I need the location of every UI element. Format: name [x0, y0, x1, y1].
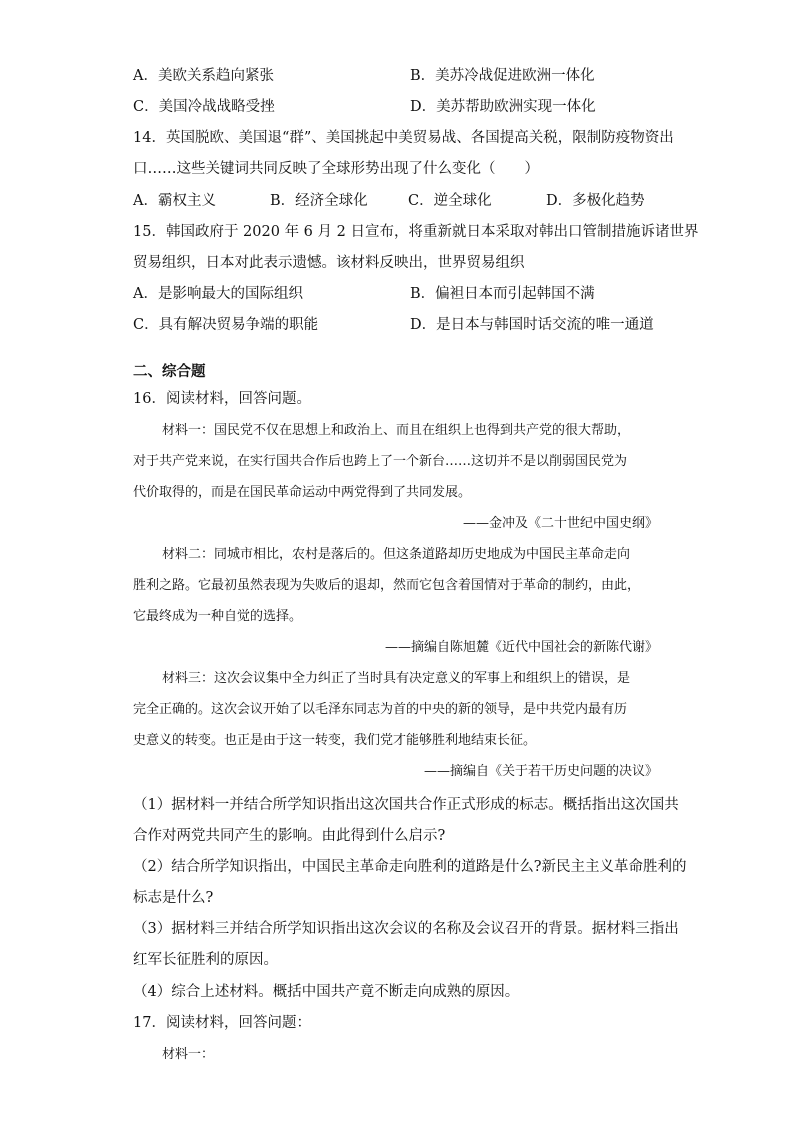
q13-option-c: C．美国冷战战略受挫 [133, 99, 275, 115]
q17-material1-label: 材料一： [162, 1047, 215, 1062]
q14-option-d: D．多极化趋势 [546, 193, 645, 209]
q16-material3-source: ——摘编自《关于若干历史问题的决议》 [423, 764, 658, 779]
q16-sub3-line1: （3）据材料三并结合所学知识指出这次会议的名称及会议召开的背景。据材料三指出 [133, 921, 679, 937]
q16-material2-source: ——摘编自陈旭麓《近代中国社会的新陈代谢》 [384, 640, 658, 655]
q15-option-b: B．偏袒日本而引起韩国不满 [410, 286, 595, 302]
q16-sub2-line1: （2）结合所学知识指出，中国民主革命走向胜利的道路是什么?新民主主义革命胜利的 [133, 859, 687, 875]
q13-option-b: B．美苏冷战促进欧洲一体化 [410, 68, 595, 84]
q16-material3-line1: 材料三：这次会议集中全力纠正了当时具有决定意义的军事上和组织上的错误，是 [162, 671, 631, 686]
q16-material2-line2: 胜利之路。它最初虽然表现为失败后的退却，然而它包含着国情对于革命的制约，由此， [133, 578, 641, 593]
q14-option-c: C．逆全球化 [408, 193, 492, 209]
q16-material3-line2: 完全正确的。这次会议开始了以毛泽东同志为首的中央的新的领导，是中共党内最有历 [133, 702, 628, 717]
q14-option-b: B．经济全球化 [270, 193, 368, 209]
q14-option-a: A．霸权主义 [133, 193, 216, 209]
q16-stem: 16．阅读材料，回答问题。 [133, 391, 311, 407]
q13-option-a: A．美欧关系趋向紧张 [133, 68, 274, 84]
q14-stem-line2: 口……这些关键词共同反映了全球形势出现了什么变化（ ） [133, 161, 539, 177]
q16-material1-line2: 对于共产党来说，在实行国共合作后也跨上了一个新台……这切并不是以削弱国民党为 [133, 454, 628, 469]
q16-material2-line1: 材料二：同城市相比，农村是落后的。但这条道路却历史地成为中国民主革命走向 [162, 547, 631, 562]
q16-material1-line1: 材料一：国民党不仅在思想上和政治上、而且在组织上也得到共产党的很大帮助， [162, 423, 631, 438]
q16-sub2-line2: 标志是什么? [133, 890, 214, 906]
q16-material3-line3: 史意义的转变。也正是由于这一转变，我们党才能够胜利地结束长征。 [133, 733, 537, 748]
q16-sub1-line1: （1）据材料一并结合所学知识指出这次国共合作正式形成的标志。概括指出这次国共 [133, 797, 679, 813]
q13-option-d: D．美苏帮助欧洲实现一体化 [410, 99, 596, 115]
q16-sub1-line2: 合作对两党共同产生的影响。由此得到什么启示? [133, 828, 446, 844]
q16-material1-line3: 代价取得的，而是在国民革命运动中两党得到了共同发展。 [133, 485, 472, 500]
q15-stem-line1: 15．韩国政府于 2020 年 6 月 2 日宣布，将重新就日本采取对韩出口管制措施诉诸世界 [133, 224, 699, 240]
q15-option-c: C．具有解决贸易争端的职能 [133, 317, 319, 333]
q16-sub4: （4）综合上述材料。概括中国共产竟不断走向成熟的原因。 [133, 984, 520, 1000]
q14-stem-line1: 14．英国脱欧、美国退“群”、美国挑起中美贸易战、各国提高关税，限制防疫物资出 [133, 130, 674, 146]
q16-sub3-line2: 红军长征胜利的原因。 [133, 952, 278, 968]
section-title: 二、综合题 [133, 364, 206, 380]
q17-stem: 17．阅读材料，回答问题： [133, 1015, 311, 1031]
q16-material2-line3: 它最终成为一种自觉的选择。 [133, 609, 303, 624]
q15-stem-line2: 贸易组织，日本对此表示遗憾。该材料反映出，世界贸易组织 [133, 255, 525, 271]
q16-material1-source: ——金冲及《二十世纪中国史纲》 [462, 516, 658, 531]
q15-option-d: D．是日本与韩国时话交流的唯一通道 [410, 317, 654, 333]
q15-option-a: A．是影响最大的国际组织 [133, 286, 303, 302]
